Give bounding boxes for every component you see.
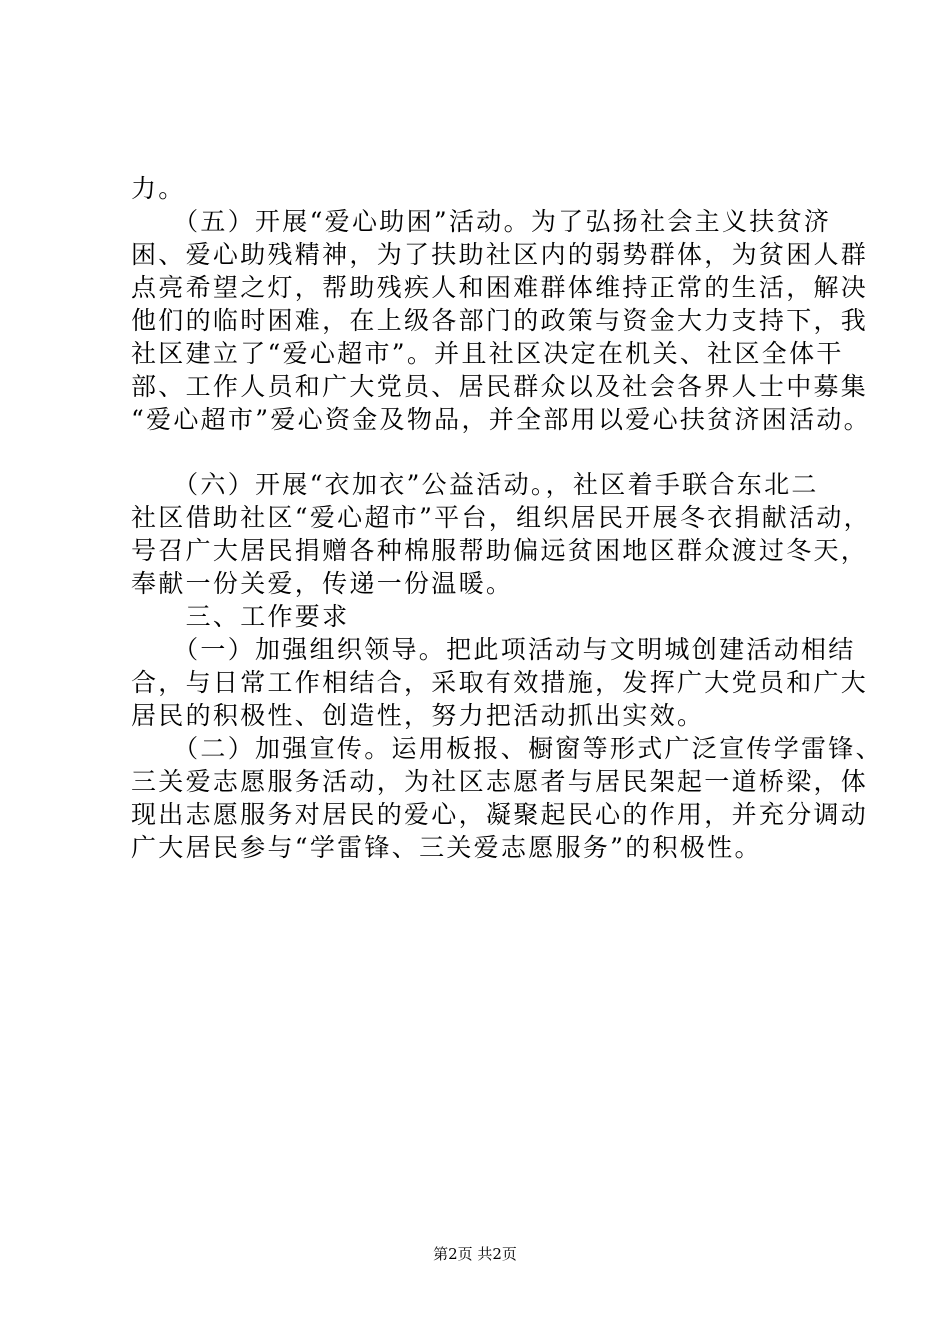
text-line: 奉献一份关爱，传递一份温暖。	[131, 569, 514, 598]
text-line: 号召广大居民捐赠各种棉服帮助偏远贫困地区群众渡过冬天，	[131, 536, 869, 565]
text-line: 居民的积极性、创造性，努力把活动抓出实效。	[131, 701, 705, 730]
document-body	[131, 172, 883, 864]
text-line: 困、爱心助残精神，为了扶助社区内的弱势群体，为贫困人群	[131, 240, 869, 269]
text-line: 社区借助社区“爱心超市”平台，组织居民开展冬衣捐献活动，	[131, 503, 871, 532]
text-line: 他们的临时困难，在上级各部门的政策与资金大力支持下，我	[131, 306, 869, 335]
text-line: （六）开展“衣加衣”公益活动。，社区着手联合东北二	[131, 470, 819, 499]
text-line: （五）开展“爱心助困”活动。为了弘扬社会主义扶贫济	[131, 207, 832, 236]
text-line: 广大居民参与“学雷锋、三关爱志愿服务”的积极性。	[131, 833, 762, 862]
text-line: “爱心超市”爱心资金及物品，并全部用以爱心扶贫济困活动。	[131, 405, 871, 434]
page-number: 第2页 共2页	[433, 1245, 517, 1263]
text-line: 部、工作人员和广大党员、居民群众以及社会各界人士中募集	[131, 372, 869, 401]
text-line: 社区建立了“爱心超市”。并且社区决定在机关、社区全体干	[131, 339, 844, 368]
section-heading: 三、工作要求	[131, 602, 350, 631]
text-line: 合，与日常工作相结合，采取有效措施，发挥广大党员和广大	[131, 668, 869, 697]
text-line: 现出志愿服务对居民的爱心，凝聚起民心的作用，并充分调动	[131, 800, 869, 829]
text-line: 三关爱志愿服务活动，为社区志愿者与居民架起一道桥梁，体	[131, 767, 869, 796]
text-line: （二）加强宣传。运用板报、橱窗等形式广泛宣传学雷锋、	[131, 734, 883, 763]
text-line: 点亮希望之灯，帮助残疾人和困难群体维持正常的生活，解决	[131, 273, 869, 302]
paragraph-gap	[131, 436, 831, 468]
text-line: （一）加强组织领导。把此项活动与文明城创建活动相结	[131, 635, 856, 664]
text-line: 力。	[131, 174, 186, 203]
